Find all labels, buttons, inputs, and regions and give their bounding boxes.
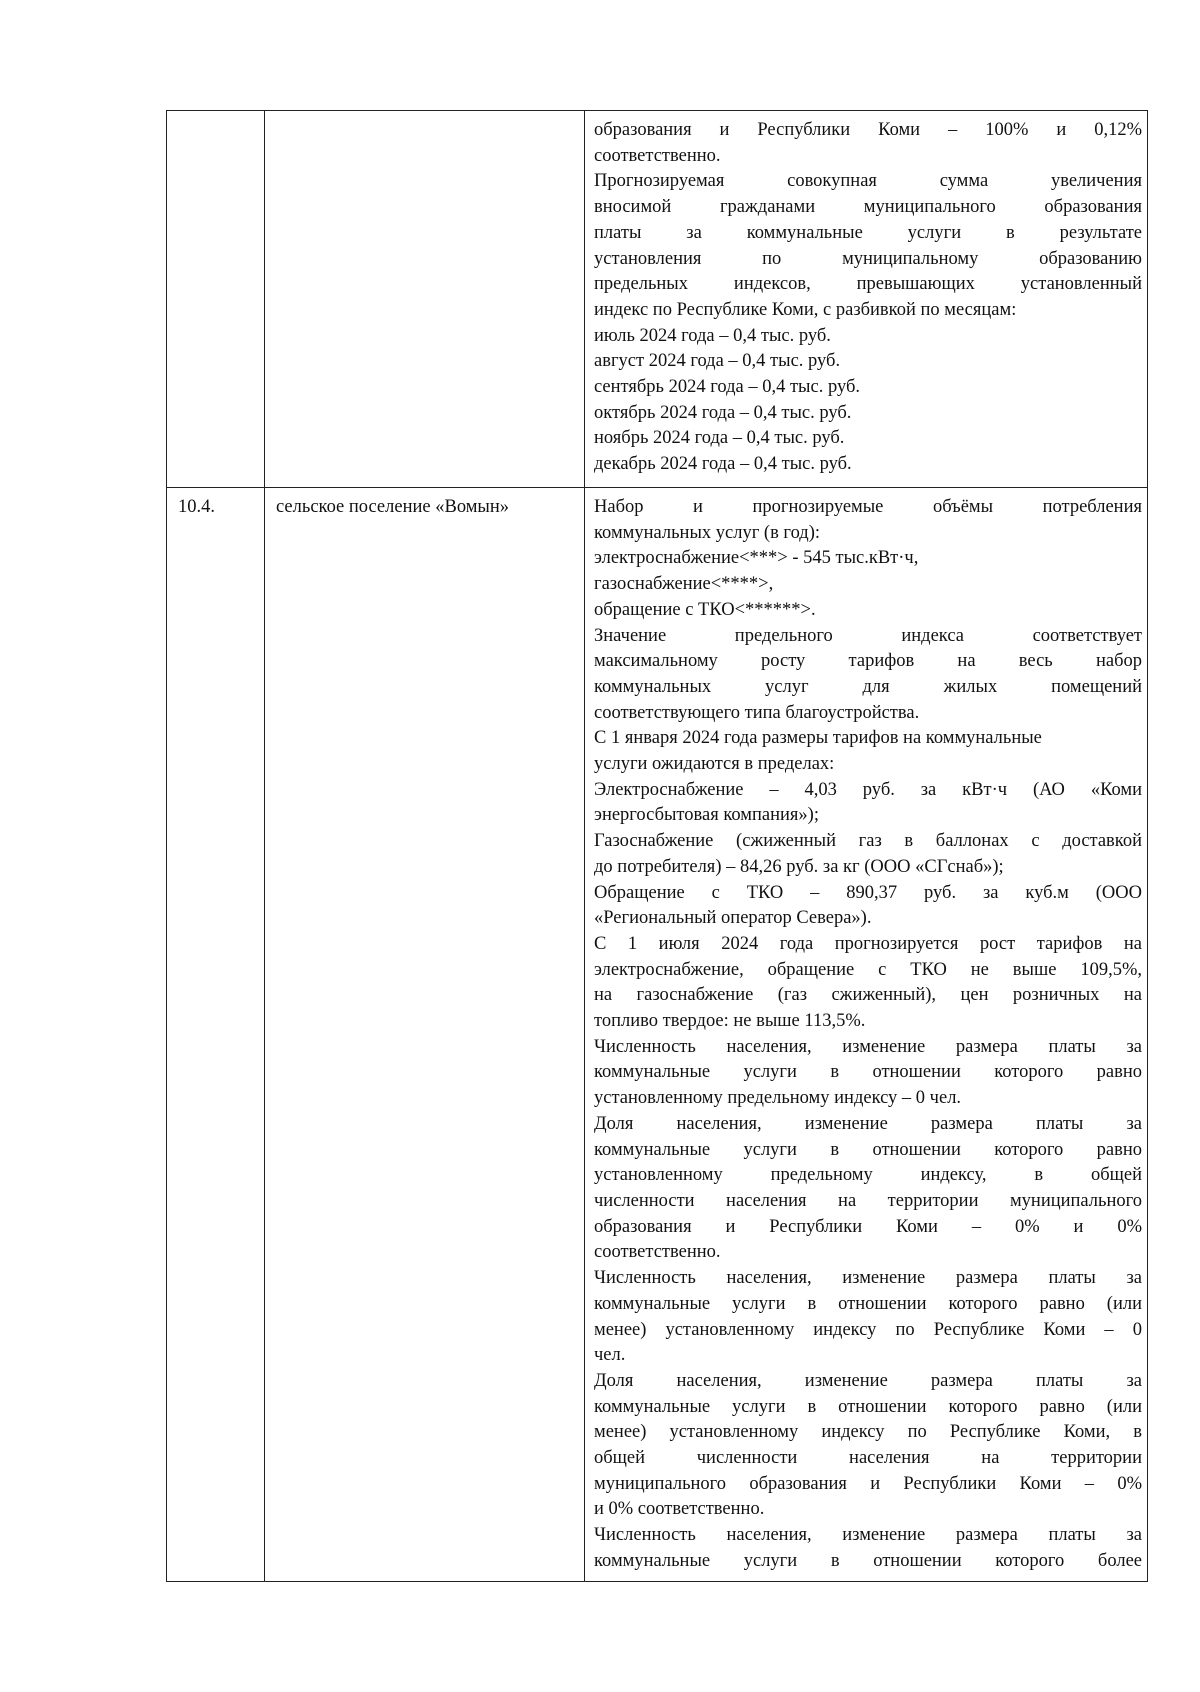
description-text-10-4 <box>585 488 1147 1581</box>
text-line: коммунальные услуги в отношении которого равно <box>594 1139 1142 1160</box>
text-line: соответственно. <box>594 1242 721 1263</box>
text-line: коммунальных услуг для жилых помещений <box>594 676 1142 697</box>
text-line: Численность населения, изменение размера платы за <box>594 1525 1142 1546</box>
text-line: Численность населения, изменение размера платы за <box>594 1268 1142 1289</box>
text-line: чел. <box>594 1345 626 1366</box>
text-line: на газоснабжение (газ сжиженный), цен розничных на <box>594 985 1142 1006</box>
text-line: и 0% соответственно. <box>594 1499 765 1520</box>
text-line: Прогнозируемая совокупная сумма увеличения <box>594 171 1142 192</box>
text-line: электроснабжение, обращение с ТКО не выше 109,5%, <box>594 959 1142 980</box>
text-line: газоснабжение<****>, <box>594 574 774 595</box>
text-line: менее) установленному индексу по Республике Коми, в <box>594 1422 1142 1443</box>
text-line: образования и Республики Коми – 100% и 0,12% <box>594 120 1142 140</box>
table-row-continuation <box>167 111 1148 488</box>
cell-name <box>265 488 585 1582</box>
text-line: Обращение с ТКО – 890,37 руб. за куб.м (ООО <box>594 882 1142 903</box>
municipality-name: сельское поселение «Вомын» <box>276 497 510 517</box>
cell-name-empty <box>265 111 585 488</box>
text-line: декабрь 2024 года – 0,4 тыс. руб. <box>594 454 852 475</box>
text-line: обращение с ТКО<******>. <box>594 599 816 620</box>
cell-number <box>167 488 265 1582</box>
text-line: август 2024 года – 0,4 тыс. руб. <box>594 351 841 372</box>
cell-number-empty <box>167 111 265 488</box>
text-line: установленному предельному индексу – 0 чел. <box>594 1088 962 1109</box>
cell-description <box>585 111 1148 488</box>
text-line: вносимой гражданами муниципального образования <box>594 197 1142 218</box>
text-line: Набор и прогнозируемые объёмы потребления <box>594 497 1142 517</box>
text-line: платы за коммунальные услуги в результате <box>594 222 1142 243</box>
text-line: электроснабжение<***> - 545 тыс.кВт·ч, <box>594 548 919 569</box>
text-line: образования и Республики Коми – 0% и 0% <box>594 1216 1142 1237</box>
text-line: максимальному росту тарифов на весь набор <box>594 651 1142 672</box>
table-row-10-4 <box>167 488 1148 1582</box>
text-line: коммунальные услуги в отношении которого равно <box>594 1062 1142 1083</box>
text-line: муниципального образования и Республики Коми – 0% <box>594 1473 1142 1494</box>
text-line: общей численности населения на территории <box>594 1448 1142 1469</box>
text-line: Численность населения, изменение размера платы за <box>594 1036 1142 1057</box>
text-line: услуги ожидаются в пределах: <box>594 754 835 775</box>
utility-tariff-table <box>166 110 1148 1582</box>
text-line: коммунальных услуг (в год): <box>594 522 820 543</box>
text-line: соответствующего типа благоустройства. <box>594 702 920 723</box>
text-line: Доля населения, изменение размера платы за <box>594 1370 1142 1391</box>
text-line: Доля населения, изменение размера платы за <box>594 1113 1142 1134</box>
text-line: установления по муниципальному образованию <box>594 248 1142 269</box>
text-line: топливо твердое: не выше 113,5%. <box>594 1011 866 1032</box>
text-line: Газоснабжение (сжиженный газ в баллонах с доставкой <box>594 831 1142 852</box>
text-line: Значение предельного индекса соответствует <box>594 625 1142 646</box>
text-line: июль 2024 года – 0,4 тыс. руб. <box>594 325 831 346</box>
text-line: коммунальные услуги в отношении которого равно (или <box>594 1293 1142 1314</box>
cell-description <box>585 488 1148 1582</box>
text-line: менее) установленному индексу по Республике Коми – 0 <box>594 1319 1142 1340</box>
text-line: Электроснабжение – 4,03 руб. за кВт·ч (АО «Коми <box>594 779 1142 800</box>
text-line: индекс по Республике Коми, с разбивкой по месяцам: <box>594 299 1017 320</box>
text-line: до потребителя) – 84,26 руб. за кг (ООО «СГснаб»); <box>594 856 1004 877</box>
text-line: коммунальные услуги в отношении которого равно (или <box>594 1396 1142 1417</box>
row-number: 10.4. <box>178 497 215 517</box>
text-line: коммунальные услуги в отношении которого более <box>594 1550 1142 1571</box>
text-line: установленному предельному индексу, в общей <box>594 1165 1142 1186</box>
text-line: численности населения на территории муниципального <box>594 1190 1142 1211</box>
text-line: С 1 января 2024 года размеры тарифов на коммунальные <box>594 728 1042 749</box>
text-line: соответственно. <box>594 145 721 166</box>
text-line: «Региональный оператор Севера»). <box>594 908 872 929</box>
text-line: энергосбытовая компания»); <box>594 805 819 826</box>
text-line: октябрь 2024 года – 0,4 тыс. руб. <box>594 402 852 423</box>
text-line: сентябрь 2024 года – 0,4 тыс. руб. <box>594 377 860 398</box>
description-text-prev <box>585 111 1147 484</box>
text-line: ноябрь 2024 года – 0,4 тыс. руб. <box>594 428 845 449</box>
text-line: предельных индексов, превышающих установленный <box>594 274 1142 295</box>
text-line: С 1 июля 2024 года прогнозируется рост тарифов на <box>594 933 1142 954</box>
